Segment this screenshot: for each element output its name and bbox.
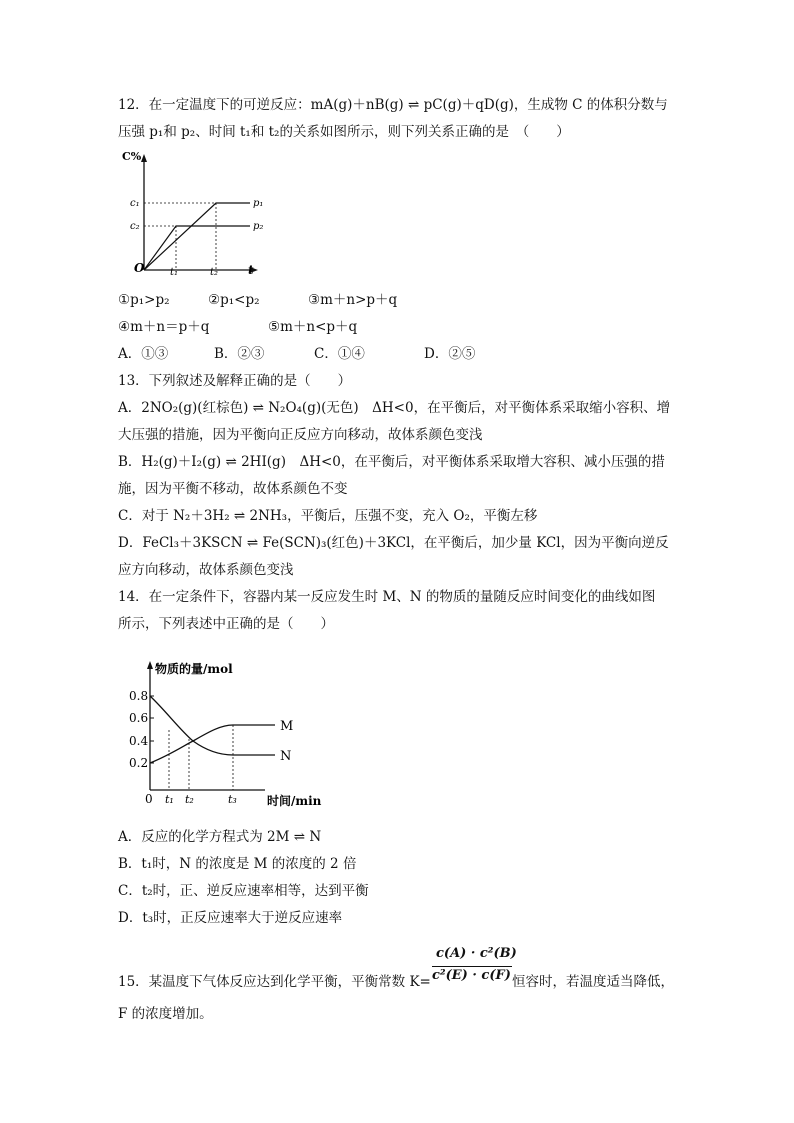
statement-3: ③m＋n>p＋q <box>308 292 398 308</box>
q12-statements-row1 <box>118 290 397 310</box>
t3-label: t₃ <box>228 793 237 806</box>
statement-2: ②p₁<p₂ <box>208 292 260 308</box>
q13-option-c: C．对于 N₂＋3H₂ ⇌ 2NH₃，平衡后，压强不变，充入 O₂，平衡左移 <box>118 508 538 524</box>
q15-denominator: c²(E) · c(F) <box>432 968 511 983</box>
t2-label: t₂ <box>210 267 219 278</box>
y-axis-arrow <box>141 154 147 162</box>
p2-label: p₂ <box>253 221 264 232</box>
q12-stem-line1: 12．在一定温度下的可逆反应：mA(g)＋nB(g) ⇌ pC(g)＋qD(g)，生成物 C 的体积分数与 <box>118 97 668 113</box>
xlabel: t <box>248 263 254 277</box>
q12-statements-row2 <box>118 317 357 337</box>
q13-option-d-line2: 应方向移动，故体系颜色变浅 <box>118 562 294 578</box>
ytick-0.4: 0.4 <box>129 734 149 748</box>
q12-option-d: D．②⑤ <box>424 346 476 362</box>
t2-label: t₂ <box>185 793 194 806</box>
statement-1: ①p₁>p₂ <box>118 292 170 308</box>
q12-options <box>118 344 475 364</box>
t1-label: t₁ <box>170 267 179 278</box>
c1-label: c₁ <box>130 198 140 209</box>
ylabel: C% <box>122 150 142 163</box>
q14-option-b: B．t₁时，N 的浓度是 M 的浓度的 2 倍 <box>118 856 357 872</box>
p1-label: p₁ <box>253 198 264 209</box>
t1-label: t₁ <box>165 793 174 806</box>
q15-line1-suffix: 恒容时，若温度适当降低， <box>512 974 674 990</box>
q14-option-a: A．反应的化学方程式为 2M ⇌ N <box>118 829 322 845</box>
c2-label: c₂ <box>130 221 140 232</box>
ylabel: 物质的量/mol <box>155 662 233 676</box>
q15-line2: F 的浓度增加。 <box>118 1006 213 1022</box>
q13-option-a-line2: 大压强的措施，因为平衡向正反应方向移动，故体系颜色变浅 <box>118 427 483 443</box>
q14-graph <box>125 655 335 810</box>
y-axis-arrow <box>147 661 153 669</box>
xlabel: 时间/min <box>267 794 322 808</box>
p2-curve <box>144 226 250 270</box>
q13-option-d-line1: D．FeCl₃＋3KSCN ⇌ Fe(SCN)₃(红色)＋3KCl，在平衡后，加少量 KCl，因为平衡向逆反 <box>118 535 669 551</box>
q14-option-c: C．t₂时，正、逆反应速率相等，达到平衡 <box>118 883 369 899</box>
q12-graph <box>118 148 278 278</box>
p1-curve <box>144 203 250 270</box>
statement-5: ⑤m＋n<p＋q <box>268 319 358 335</box>
q13-option-b-line1: B．H₂(g)＋I₂(g) ⇌ 2HI(g) ΔH<0，在平衡后，对平衡体系采取增大容积、减小压强的措 <box>118 454 665 470</box>
q12-stem-line2: 压强 p₁和 p₂、时间 t₁和 t₂的关系如图所示，则下列关系正确的是 （ ） <box>118 124 570 140</box>
q14-stem-line1: 14．在一定条件下，容器内某一反应发生时 M、N 的物质的量随反应时间变化的曲线如图 <box>118 589 656 605</box>
q12-option-c: C．①④ <box>314 346 365 362</box>
ytick-0.6: 0.6 <box>129 711 149 725</box>
q12-option-a: A．①③ <box>118 346 169 362</box>
q15-numerator: c(A) · c²(B) <box>436 946 517 961</box>
statement-4: ④m＋n＝p＋q <box>118 319 210 335</box>
q12-option-b: B．②③ <box>214 346 265 362</box>
q13-stem: 13．下列叙述及解释正确的是（ ） <box>118 373 352 389</box>
M-label: M <box>280 719 294 734</box>
origin-label: O <box>134 261 145 275</box>
ytick-0.8: 0.8 <box>129 689 149 703</box>
q15-line1-prefix: 15．某温度下气体反应达到化学平衡，平衡常数 K= <box>118 974 431 990</box>
q15-fraction-bar <box>432 966 512 967</box>
N-label: N <box>280 749 292 764</box>
q13-option-a-line1: A．2NO₂(g)(红棕色) ⇌ N₂O₄(g)(无色) ΔH<0，在平衡后，对平衡体系采取缩小容积、增 <box>118 400 671 416</box>
q14-option-d: D．t₃时，正反应速率大于逆反应速率 <box>118 910 343 926</box>
ytick-0.2: 0.2 <box>129 756 149 770</box>
origin-label: 0 <box>145 792 153 806</box>
q13-option-b-line2: 施，因为平衡不移动，故体系颜色不变 <box>118 481 348 497</box>
q14-stem-line2: 所示，下列表述中正确的是（ ） <box>118 616 334 632</box>
